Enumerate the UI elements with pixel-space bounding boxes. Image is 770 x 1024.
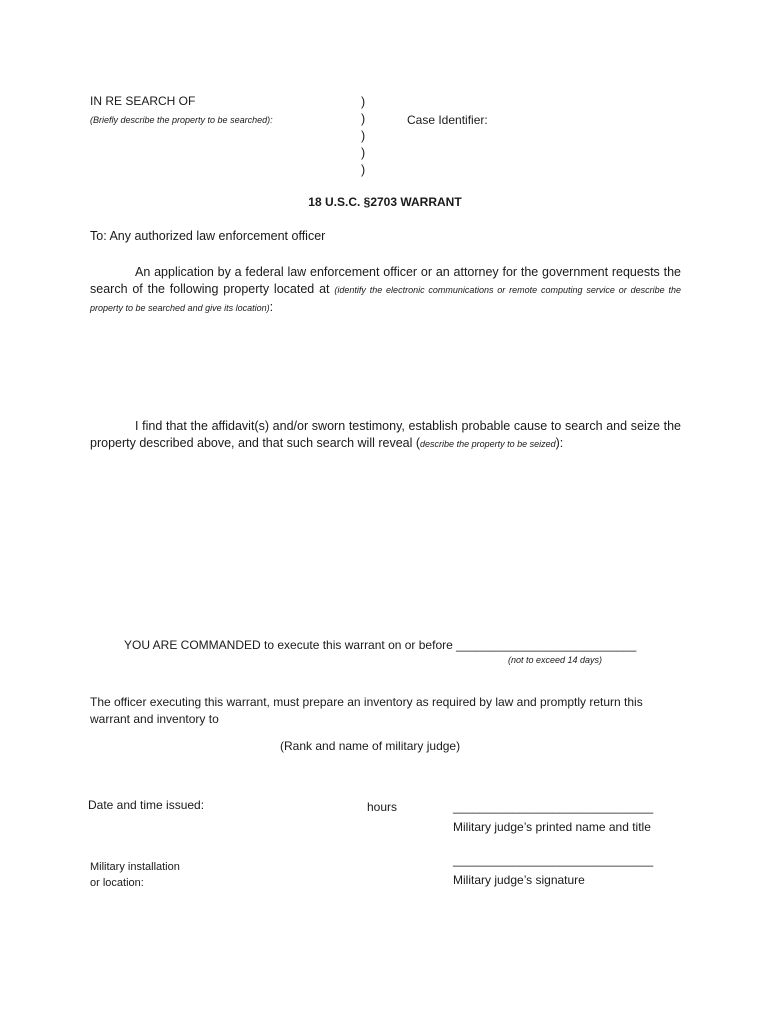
paren-2: ): [361, 112, 366, 126]
finding-hint: describe the property to be seized: [420, 439, 556, 449]
paren-4: ): [361, 146, 366, 160]
installation-label-line2: or location:: [90, 877, 144, 889]
property-description-hint: (Briefly describe the property to be searched):: [90, 115, 273, 125]
application-text: An application by a federal law enforcement officer or an attorney for the government requests the search of the following property located at: [90, 265, 681, 296]
finding-paragraph: [90, 418, 681, 453]
to-line: To: Any authorized law enforcement officer: [90, 229, 326, 243]
signature-line: ______________________________: [453, 853, 654, 867]
date-time-issued-label: Date and time issued:: [88, 798, 205, 812]
installation-label-line1: Military installation: [90, 861, 180, 873]
finding-end: ):: [555, 436, 564, 450]
application-colon: :: [269, 300, 274, 314]
paren-5: ): [361, 163, 366, 177]
judge-rank-label: (Rank and name of military judge): [280, 739, 461, 753]
case-identifier-label: Case Identifier:: [407, 113, 488, 127]
in-re-search-of-label: IN RE SEARCH OF: [90, 94, 196, 108]
warrant-title: 18 U.S.C. §2703 WARRANT: [308, 195, 462, 209]
finding-text: I find that the affidavit(s) and/or sworn testimony, establish probable cause to search and seize the property described above, and that such search will reveal (: [90, 419, 681, 450]
paren-3: ): [361, 129, 366, 143]
caption-parentheses: [361, 94, 365, 179]
application-paragraph: [90, 264, 681, 317]
command-line: YOU ARE COMMANDED to execute this warrant on or before ___________________________: [124, 638, 637, 652]
application-hint: (identify the electronic communications or remote computing service or describe the property to be searched and give its location): [90, 285, 681, 313]
inventory-paragraph: The officer executing this warrant, must prepare an inventory as required by law and promptly return this warrant and inventory to: [90, 695, 643, 726]
printed-name-label: Military judge’s printed name and title: [453, 820, 651, 834]
hours-label: hours: [367, 800, 398, 814]
paren-1: ): [361, 95, 366, 109]
command-hint: (not to exceed 14 days): [508, 655, 603, 665]
printed-name-line: ______________________________: [453, 800, 654, 814]
signature-label: Military judge’s signature: [453, 873, 585, 887]
